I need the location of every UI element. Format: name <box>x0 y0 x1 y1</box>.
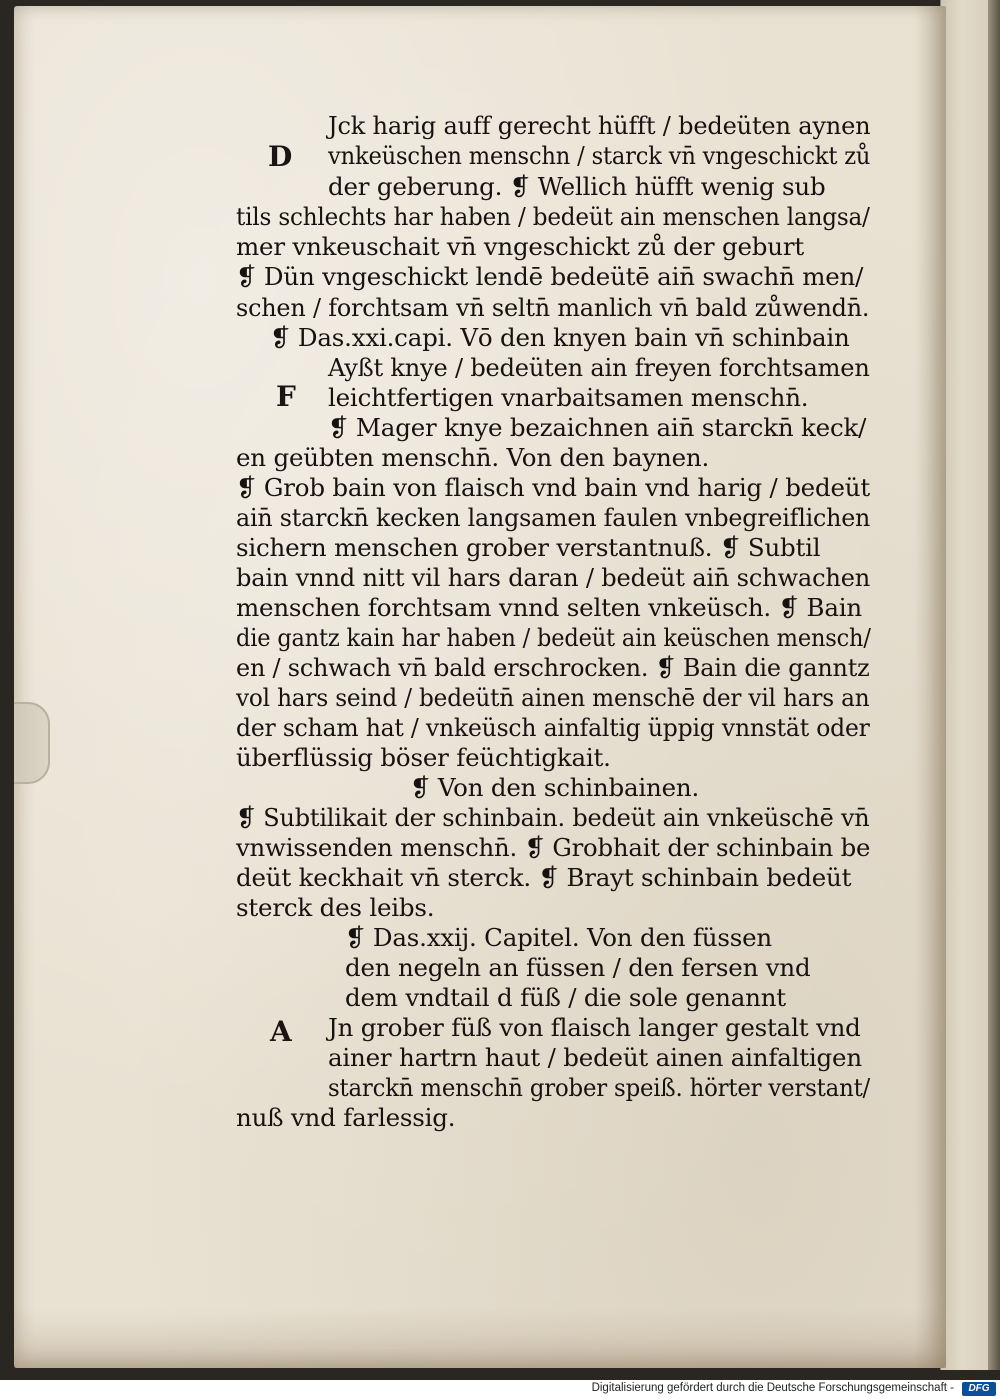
text-line: sichern menschen grober verstantnuß. ❡ Subtil <box>236 533 821 562</box>
text-line: ❡ Dün vngeschickt lendē bedeütē ain̄ swachn̄ men/ <box>236 262 864 291</box>
text-line: ain̄ starckn̄ kecken langsamen faulen vnbegreiflichen <box>236 503 871 532</box>
text-line: sterck des leibs. <box>236 893 435 922</box>
text-line: nuß vnd farlessig. <box>236 1103 456 1132</box>
text-line: deüt keckhait vn̄ sterck. ❡ Brayt schinbain bedeüt <box>236 863 852 892</box>
section-heading: ❡ Von den schinbainen. <box>410 773 700 802</box>
text-line: ❡ Grob bain von flaisch vnd bain vnd harig / bedeüt <box>236 473 870 502</box>
initial-letter: A <box>270 1015 292 1048</box>
text-line: en / schwach vn̄ bald erschrocken. ❡ Bain die ganntz <box>236 653 870 682</box>
text-line: menschen forchtsam vnnd selten vnkeüsch. ❡ Bain <box>236 593 862 622</box>
text-line: Jn grober füß von flaisch langer gestalt vnd <box>328 1013 861 1042</box>
text-line: der geberung. ❡ Wellich hüfft wenig sub <box>328 172 826 201</box>
text-line: mer vnkeuschait vn̄ vngeschickt zů der geburt <box>236 232 805 261</box>
funding-credit: Digitalisierung gefördert durch die Deutsche Forschungsgemeinschaft - <box>591 1382 954 1394</box>
chapter-heading: ❡ Das.xxi.capi. Vō den knyen bain vn̄ schinbain <box>270 323 850 352</box>
text-line: vnwissenden menschn̄. ❡ Grobhait der schinbain be <box>236 833 871 862</box>
dfg-logo: DFG <box>962 1382 996 1396</box>
text-line: leichtfertigen vnarbaitsamen menschn̄. <box>328 383 809 412</box>
text-line: bain vnnd nitt vil hars daran / bedeüt ain̄ schwachen <box>236 563 871 592</box>
text-line: en geübten menschn̄. Von den baynen. <box>236 443 710 472</box>
initial-letter: F <box>276 380 296 413</box>
text-line: ainer hartrn haut / bedeüt ainen ainfaltigen <box>328 1043 862 1072</box>
text-line: tils schlechts har haben / bedeüt ain menschen langsa/ <box>236 202 870 231</box>
text-line: vol hars seind / bedeütn̄ ainen menschē der vil hars an <box>236 683 870 712</box>
chapter-heading: dem vndtail d füß / die sole genannt <box>345 983 786 1012</box>
chapter-heading: den negeln an füssen / den fersen vnd <box>345 953 811 982</box>
text-line: vnkeüschen menschn / starck vn̄ vngeschickt zů <box>328 141 871 170</box>
text-line: ❡ Mager knye bezaichnen ain̄ starckn̄ keck/ <box>328 413 867 442</box>
text-line: schen / forchtsam vn̄ seltn̄ manlich vn̄ bald zůwendn̄. <box>236 293 870 322</box>
footer-bar <box>0 1380 1000 1399</box>
text-line: der scham hat / vnkeüsch ainfaltig üppig vnnstät oder <box>236 713 870 742</box>
text-line: Ayßt knye / bedeüten ain freyen forchtsamen <box>328 353 870 382</box>
text-line: Jck harig auff gerecht hüfft / bedeüten aynen <box>328 111 871 140</box>
text-line: überflüssig böser feüchtigkait. <box>236 743 611 772</box>
chapter-heading: ❡ Das.xxij. Capitel. Von den füssen <box>345 923 772 952</box>
text-line: ❡ Subtilikait der schinbain. bedeüt ain vnkeüschē vn̄ <box>236 803 870 832</box>
text-line: starckn̄ menschn̄ grober speiß. hörter verstant/ <box>328 1073 871 1102</box>
text-line: die gantz kain har haben / bedeüt ain keüschen mensch/ <box>236 623 871 652</box>
initial-letter: D <box>268 140 293 173</box>
